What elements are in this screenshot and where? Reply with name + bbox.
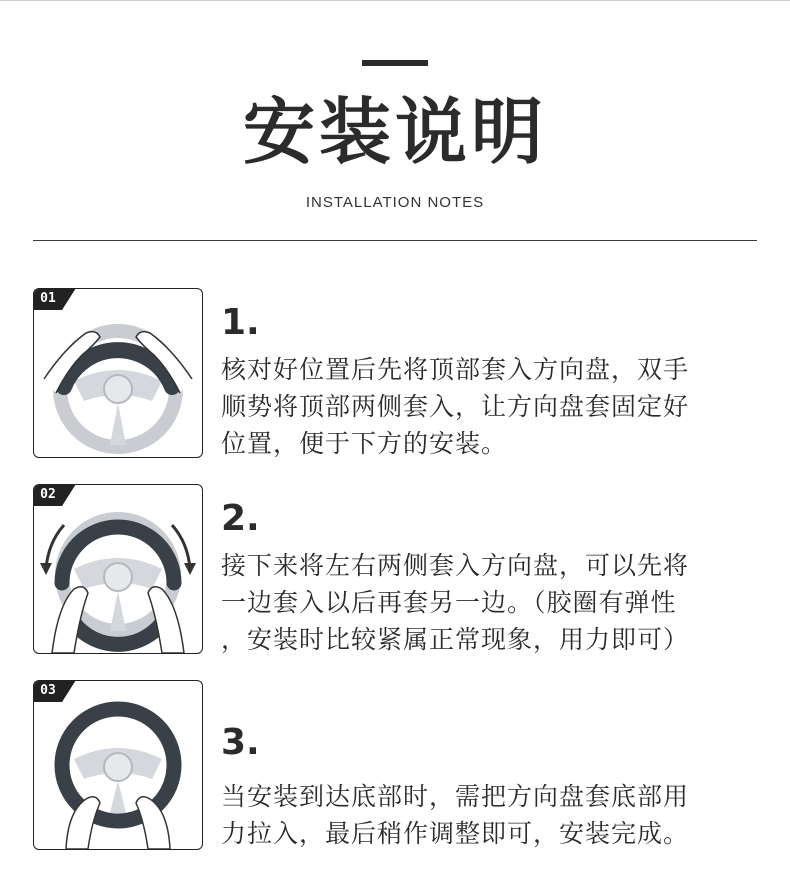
step-3-badge: 03 [33, 680, 63, 702]
step-1-line-2: 顺势将顶部两侧套入，让方向盘套固定好 [221, 392, 690, 421]
step-3-badge-notch [62, 680, 76, 702]
steering-wheel-bottom-icon [34, 681, 202, 849]
step-2-text [221, 547, 761, 658]
step-2-number: 2. [221, 498, 260, 539]
header-divider [33, 240, 757, 241]
step-2-badge: 02 [33, 484, 63, 506]
step-2-illustration [33, 484, 203, 654]
step-3-text [221, 778, 761, 852]
steering-wheel-top-icon [34, 289, 202, 457]
step-2-line-2: 一边套入以后再套另一边。（胶圈有弹性 [221, 588, 677, 617]
step-2-line-3: ，安装时比较紧属正常现象，用力即可） [221, 625, 690, 654]
step-1-text [221, 351, 761, 462]
step-3-line-2: 力拉入，最后稍作调整即可，安装完成。 [221, 819, 690, 848]
step-3-illustration [33, 680, 203, 850]
title-accent-bar [362, 60, 428, 66]
step-1-badge: 01 [33, 288, 63, 310]
step-2-line-1: 接下来将左右两侧套入方向盘，可以先将 [221, 551, 690, 580]
step-1-illustration [33, 288, 203, 458]
step-1-line-1: 核对好位置后先将顶部套入方向盘，双手 [221, 355, 690, 384]
step-3-number: 3. [221, 722, 260, 763]
top-rule [0, 0, 790, 1]
step-2-badge-notch [62, 484, 76, 506]
steering-wheel-sides-icon [34, 485, 202, 653]
page-title: 安装说明 [242, 90, 547, 174]
step-1-number: 1. [221, 302, 260, 343]
step-1-line-3: 位置，便于下方的安装。 [221, 429, 508, 458]
step-3-line-1: 当安装到达底部时，需把方向盘套底部用 [221, 782, 690, 811]
page-subtitle: INSTALLATION NOTES [305, 194, 485, 211]
step-1-badge-notch [62, 288, 76, 310]
